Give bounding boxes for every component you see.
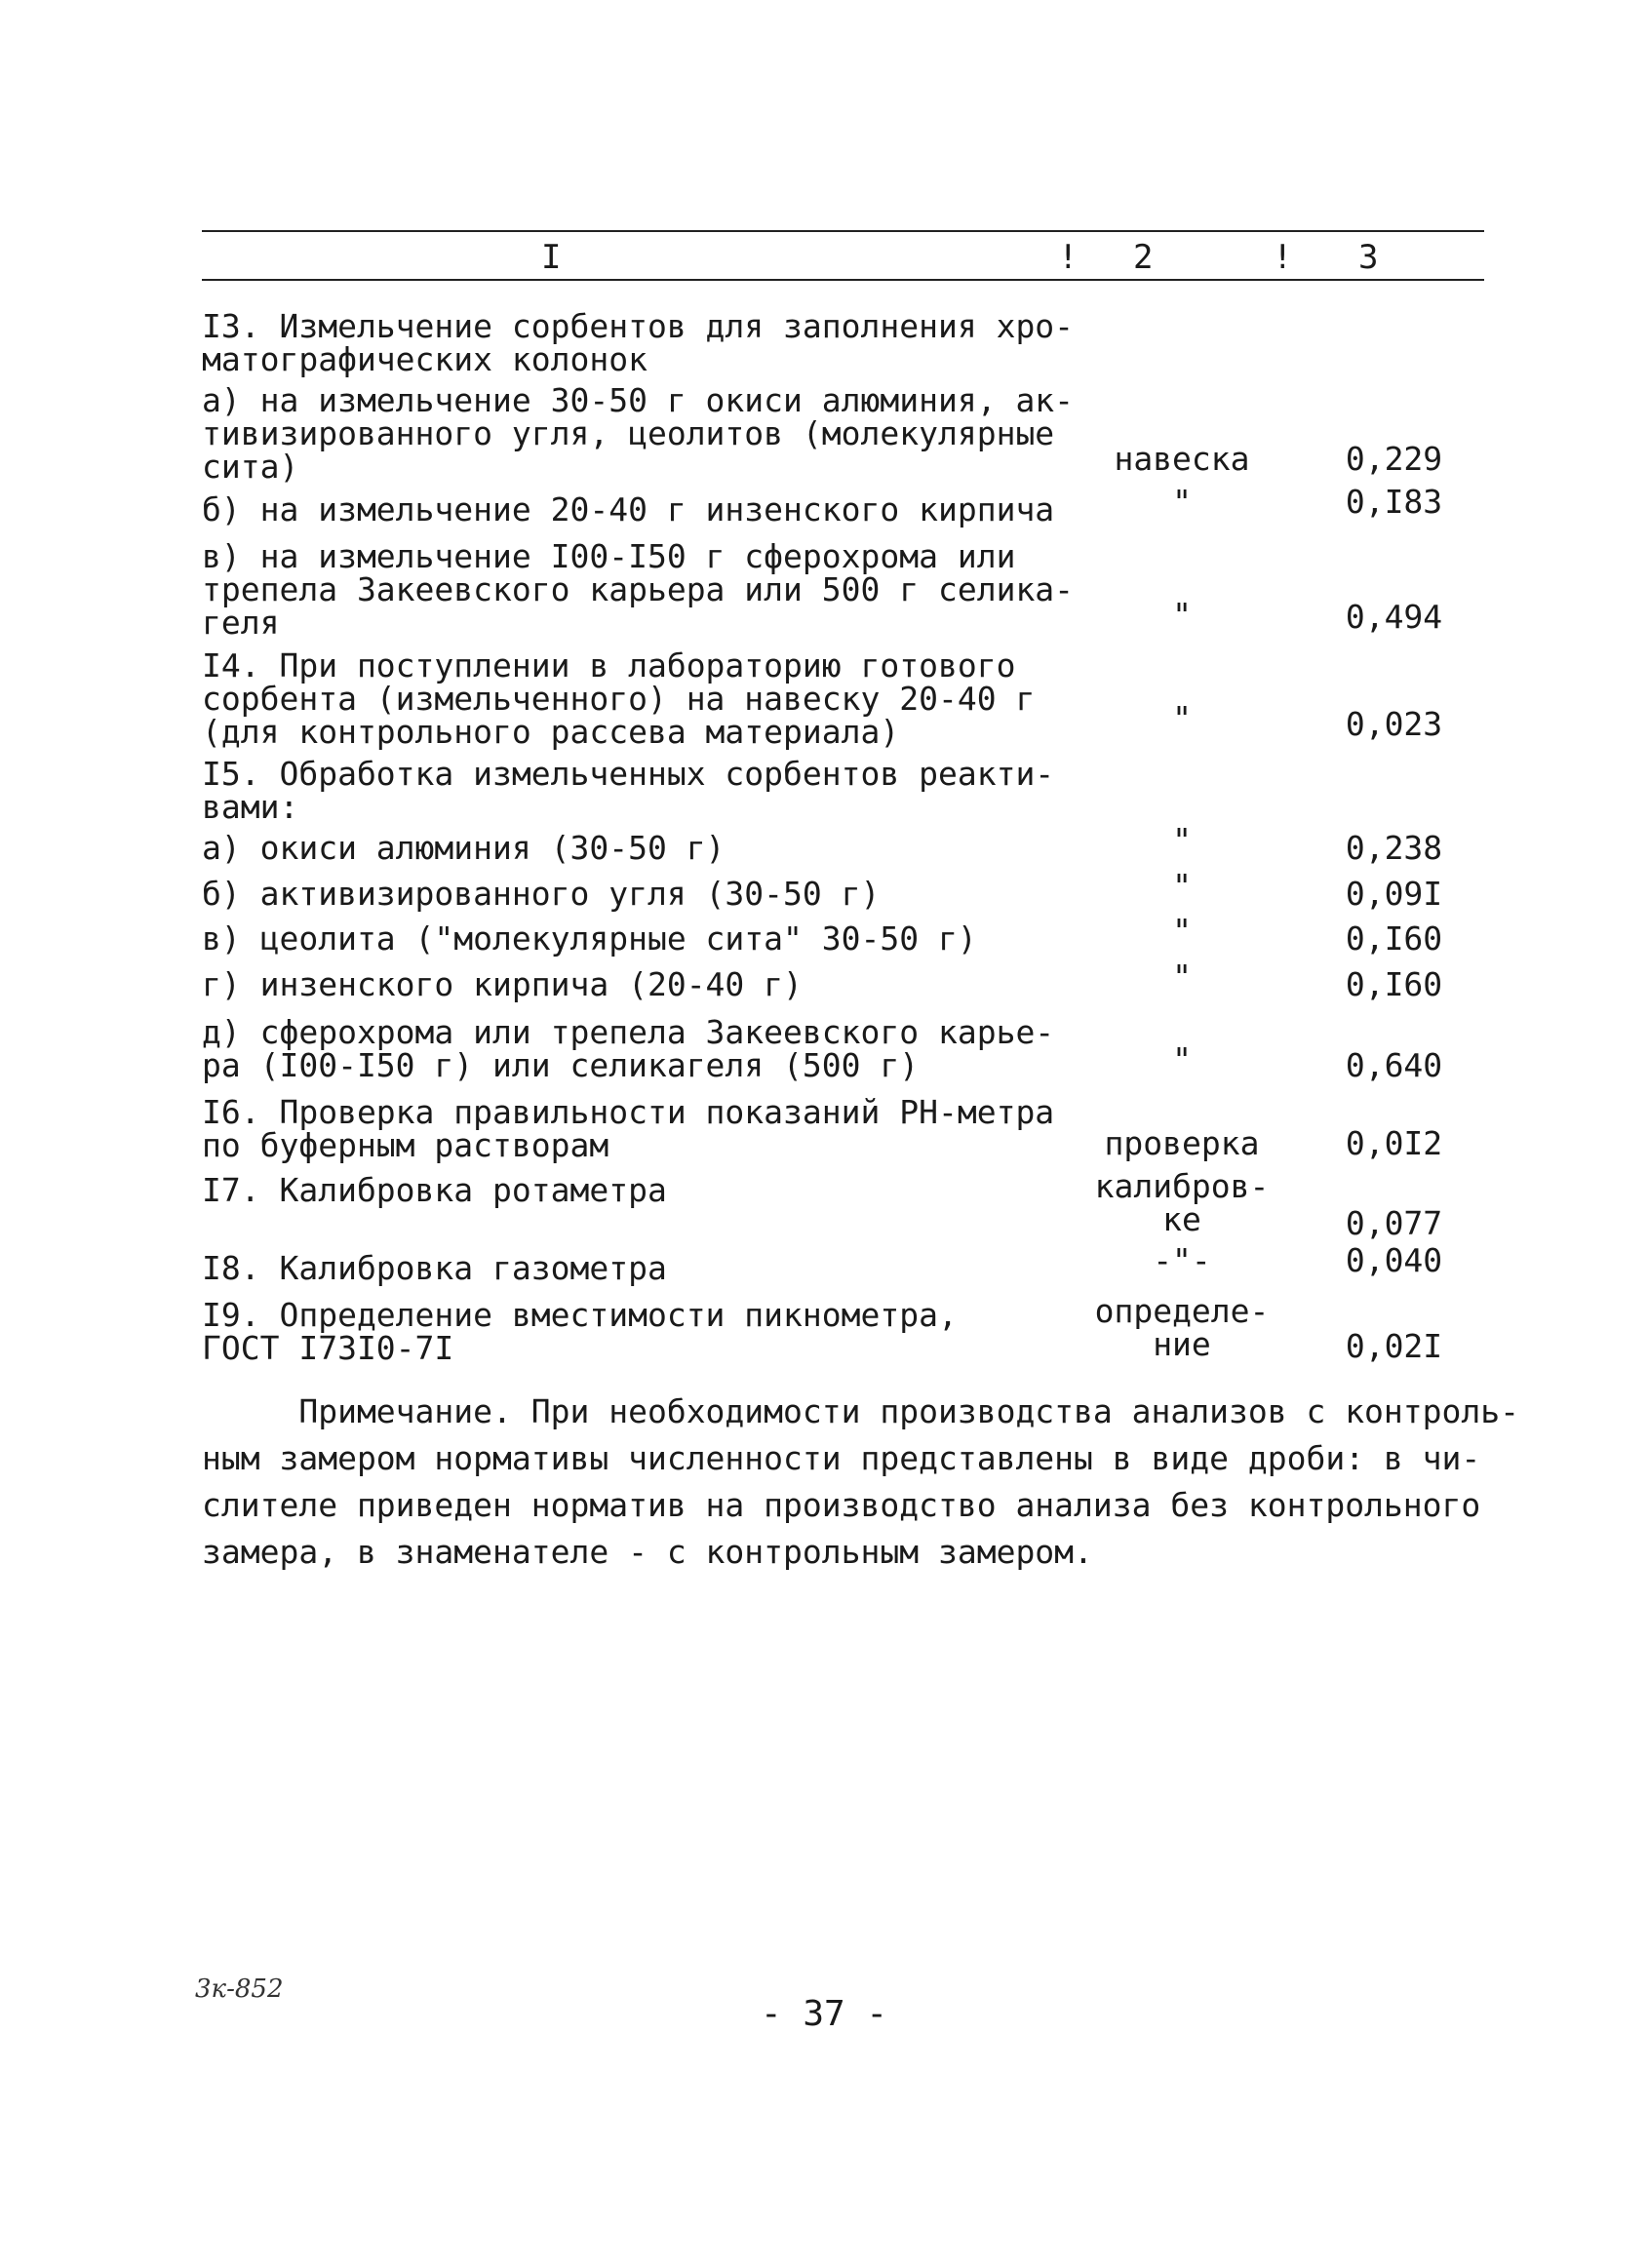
- row-description: I8. Калибровка газометра: [202, 1249, 667, 1287]
- row-description: а) на измельчение 30-50 г окиси алюминия, ак- тивизированного угля, цеолитов (молекулярные сита): [202, 381, 1075, 486]
- table-row: [202, 958, 1484, 1003]
- row-value: 0,02I: [1345, 1327, 1443, 1365]
- note-line: Примечание. При необходимости производства анализов с контроль-: [202, 1392, 1520, 1430]
- table-row: [202, 307, 1484, 378]
- table-top-rule: [202, 230, 1484, 232]
- row-value: 0,040: [1345, 1241, 1443, 1279]
- row-description: I5. Обработка измельченных сорбентов реакти- вами:: [202, 755, 1055, 826]
- table-row: [202, 1093, 1484, 1164]
- row-value: 0,023: [1345, 705, 1443, 743]
- row-unit: калибров- ке: [1094, 1167, 1270, 1238]
- row-value: 0,I60: [1345, 965, 1443, 1003]
- table-header-rule: [202, 279, 1484, 281]
- table-row: [202, 1167, 1484, 1242]
- row-unit: ": [1172, 483, 1192, 521]
- row-unit: -"-: [1153, 1241, 1211, 1279]
- row-value: 0,494: [1345, 598, 1443, 636]
- table-row: [202, 1241, 1484, 1287]
- row-value: 0,229: [1345, 440, 1443, 478]
- table-row: [202, 483, 1484, 528]
- row-unit: ": [1172, 912, 1192, 950]
- row-description: б) на измельчение 20-40 г инзенского кирпича: [202, 490, 1055, 528]
- table-row: [202, 867, 1484, 913]
- row-unit: проверка: [1104, 1124, 1260, 1162]
- row-description: I9. Определение вместимости пикнометра, ГОСТ I73I0-7I: [202, 1296, 958, 1367]
- row-value: 0,0I2: [1345, 1124, 1443, 1162]
- handwritten-stamp: 3к-852: [195, 1975, 284, 2004]
- row-unit: ": [1172, 867, 1192, 905]
- row-description: б) активизированного угля (30-50 г): [202, 875, 881, 913]
- table-row: [202, 537, 1484, 642]
- row-value: 0,I60: [1345, 919, 1443, 958]
- row-unit: ": [1172, 699, 1192, 737]
- row-unit: определе- ние: [1094, 1292, 1270, 1363]
- header-separator-1: !: [1058, 238, 1079, 277]
- table-row: [202, 646, 1484, 751]
- table-row: [202, 755, 1484, 826]
- note-line: замера, в знаменателе - с контрольным замером.: [202, 1533, 1093, 1571]
- page-number: - 37 -: [760, 1994, 888, 2034]
- row-value: 0,640: [1345, 1046, 1443, 1084]
- row-value: 0,077: [1345, 1204, 1443, 1242]
- table-row: [202, 1292, 1484, 1367]
- header-col1: I: [541, 238, 562, 277]
- row-value: 0,09I: [1345, 875, 1443, 913]
- row-description: д) сферохрома или трепела Закеевского карье- ра (I00-I50 г) или селикагеля (500 г): [202, 1013, 1055, 1084]
- row-description: в) цеолита ("молекулярные сита" 30-50 г): [202, 919, 977, 958]
- row-value: 0,I83: [1345, 483, 1443, 521]
- table-row: [202, 1013, 1484, 1084]
- row-description: I6. Проверка правильности показаний РН-метра по буферным растворам: [202, 1093, 1055, 1164]
- row-description: I3. Измельчение сорбентов для заполнения хро- матографических колонок: [202, 307, 1075, 378]
- note-line: ным замером нормативы численности представлены в виде дроби: в чи-: [202, 1439, 1481, 1477]
- row-description: г) инзенского кирпича (20-40 г): [202, 965, 803, 1003]
- row-unit: навеска: [1114, 440, 1250, 478]
- table-row: [202, 381, 1484, 486]
- table-row: [202, 912, 1484, 958]
- row-description: I7. Калибровка ротаметра: [202, 1171, 667, 1209]
- row-unit: ": [1172, 821, 1192, 859]
- row-unit: ": [1172, 1040, 1192, 1078]
- table-row: [202, 821, 1484, 867]
- note-line: слителе приведен норматив на производство анализа без контрольного: [202, 1486, 1481, 1524]
- header-col2: 2: [1133, 238, 1154, 277]
- row-unit: ": [1172, 596, 1192, 634]
- header-col3: 3: [1358, 238, 1379, 277]
- header-separator-2: !: [1273, 238, 1293, 277]
- row-description: в) на измельчение I00-I50 г сферохрома или трепела Закеевского карьера или 500 г селика- геля: [202, 537, 1075, 642]
- row-unit: ": [1172, 958, 1192, 996]
- row-description: I4. При поступлении в лабораторию готового сорбента (измельченного) на навеску 20-40 г (для контрольного рассева материала): [202, 646, 1036, 751]
- row-value: 0,238: [1345, 829, 1443, 867]
- row-description: а) окиси алюминия (30-50 г): [202, 829, 726, 867]
- note-paragraph: [202, 1388, 1520, 1576]
